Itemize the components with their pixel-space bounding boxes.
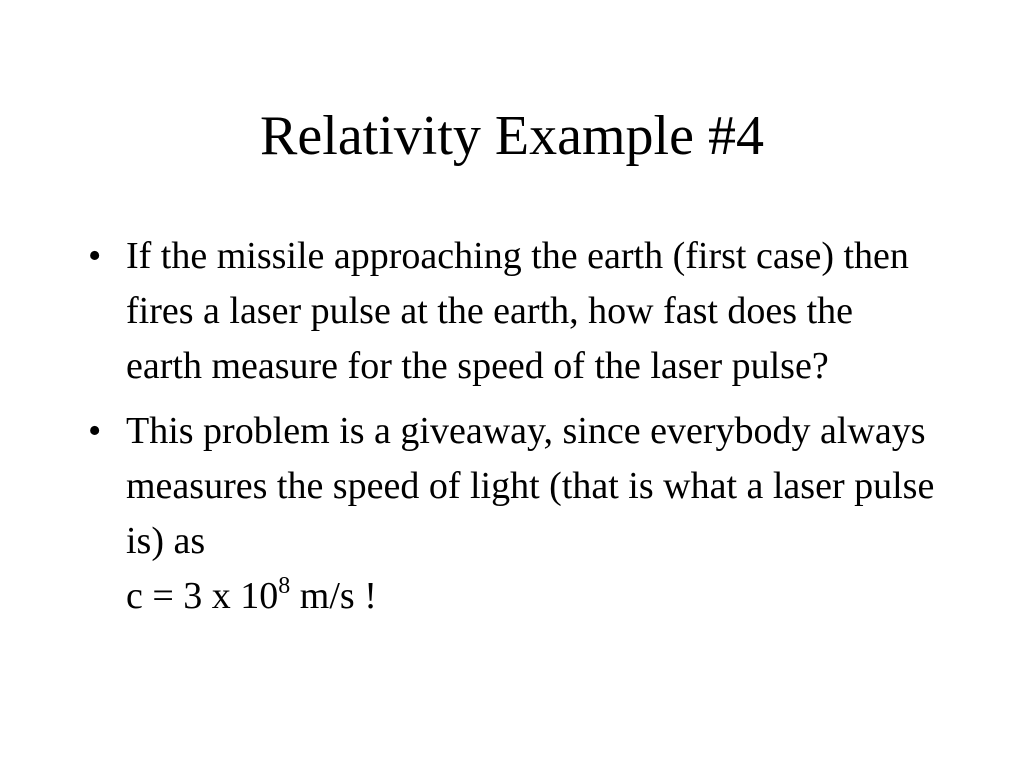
bullet-item-2 — [88, 404, 938, 624]
bullet-list — [88, 229, 938, 634]
formula-suffix: m/s ! — [290, 575, 377, 617]
bullet-item-1 — [88, 229, 938, 394]
bullet-dot-icon: • — [88, 235, 102, 277]
formula-prefix: c = 3 x 10 — [126, 575, 279, 617]
bullet-text-2: This problem is a giveaway, since everybody always measures the speed of light (that is what a laser pulse is) as — [126, 410, 935, 562]
formula-exponent: 8 — [278, 573, 291, 599]
slide-title: Relativity Example #4 — [260, 105, 764, 167]
bullet-text-1: If the missile approaching the earth (first case) then fires a laser pulse at the earth, how fast does the earth measure for the speed of the laser pulse? — [126, 235, 909, 387]
bullet-dot-icon: • — [88, 410, 102, 452]
speed-of-light-formula — [126, 569, 938, 624]
